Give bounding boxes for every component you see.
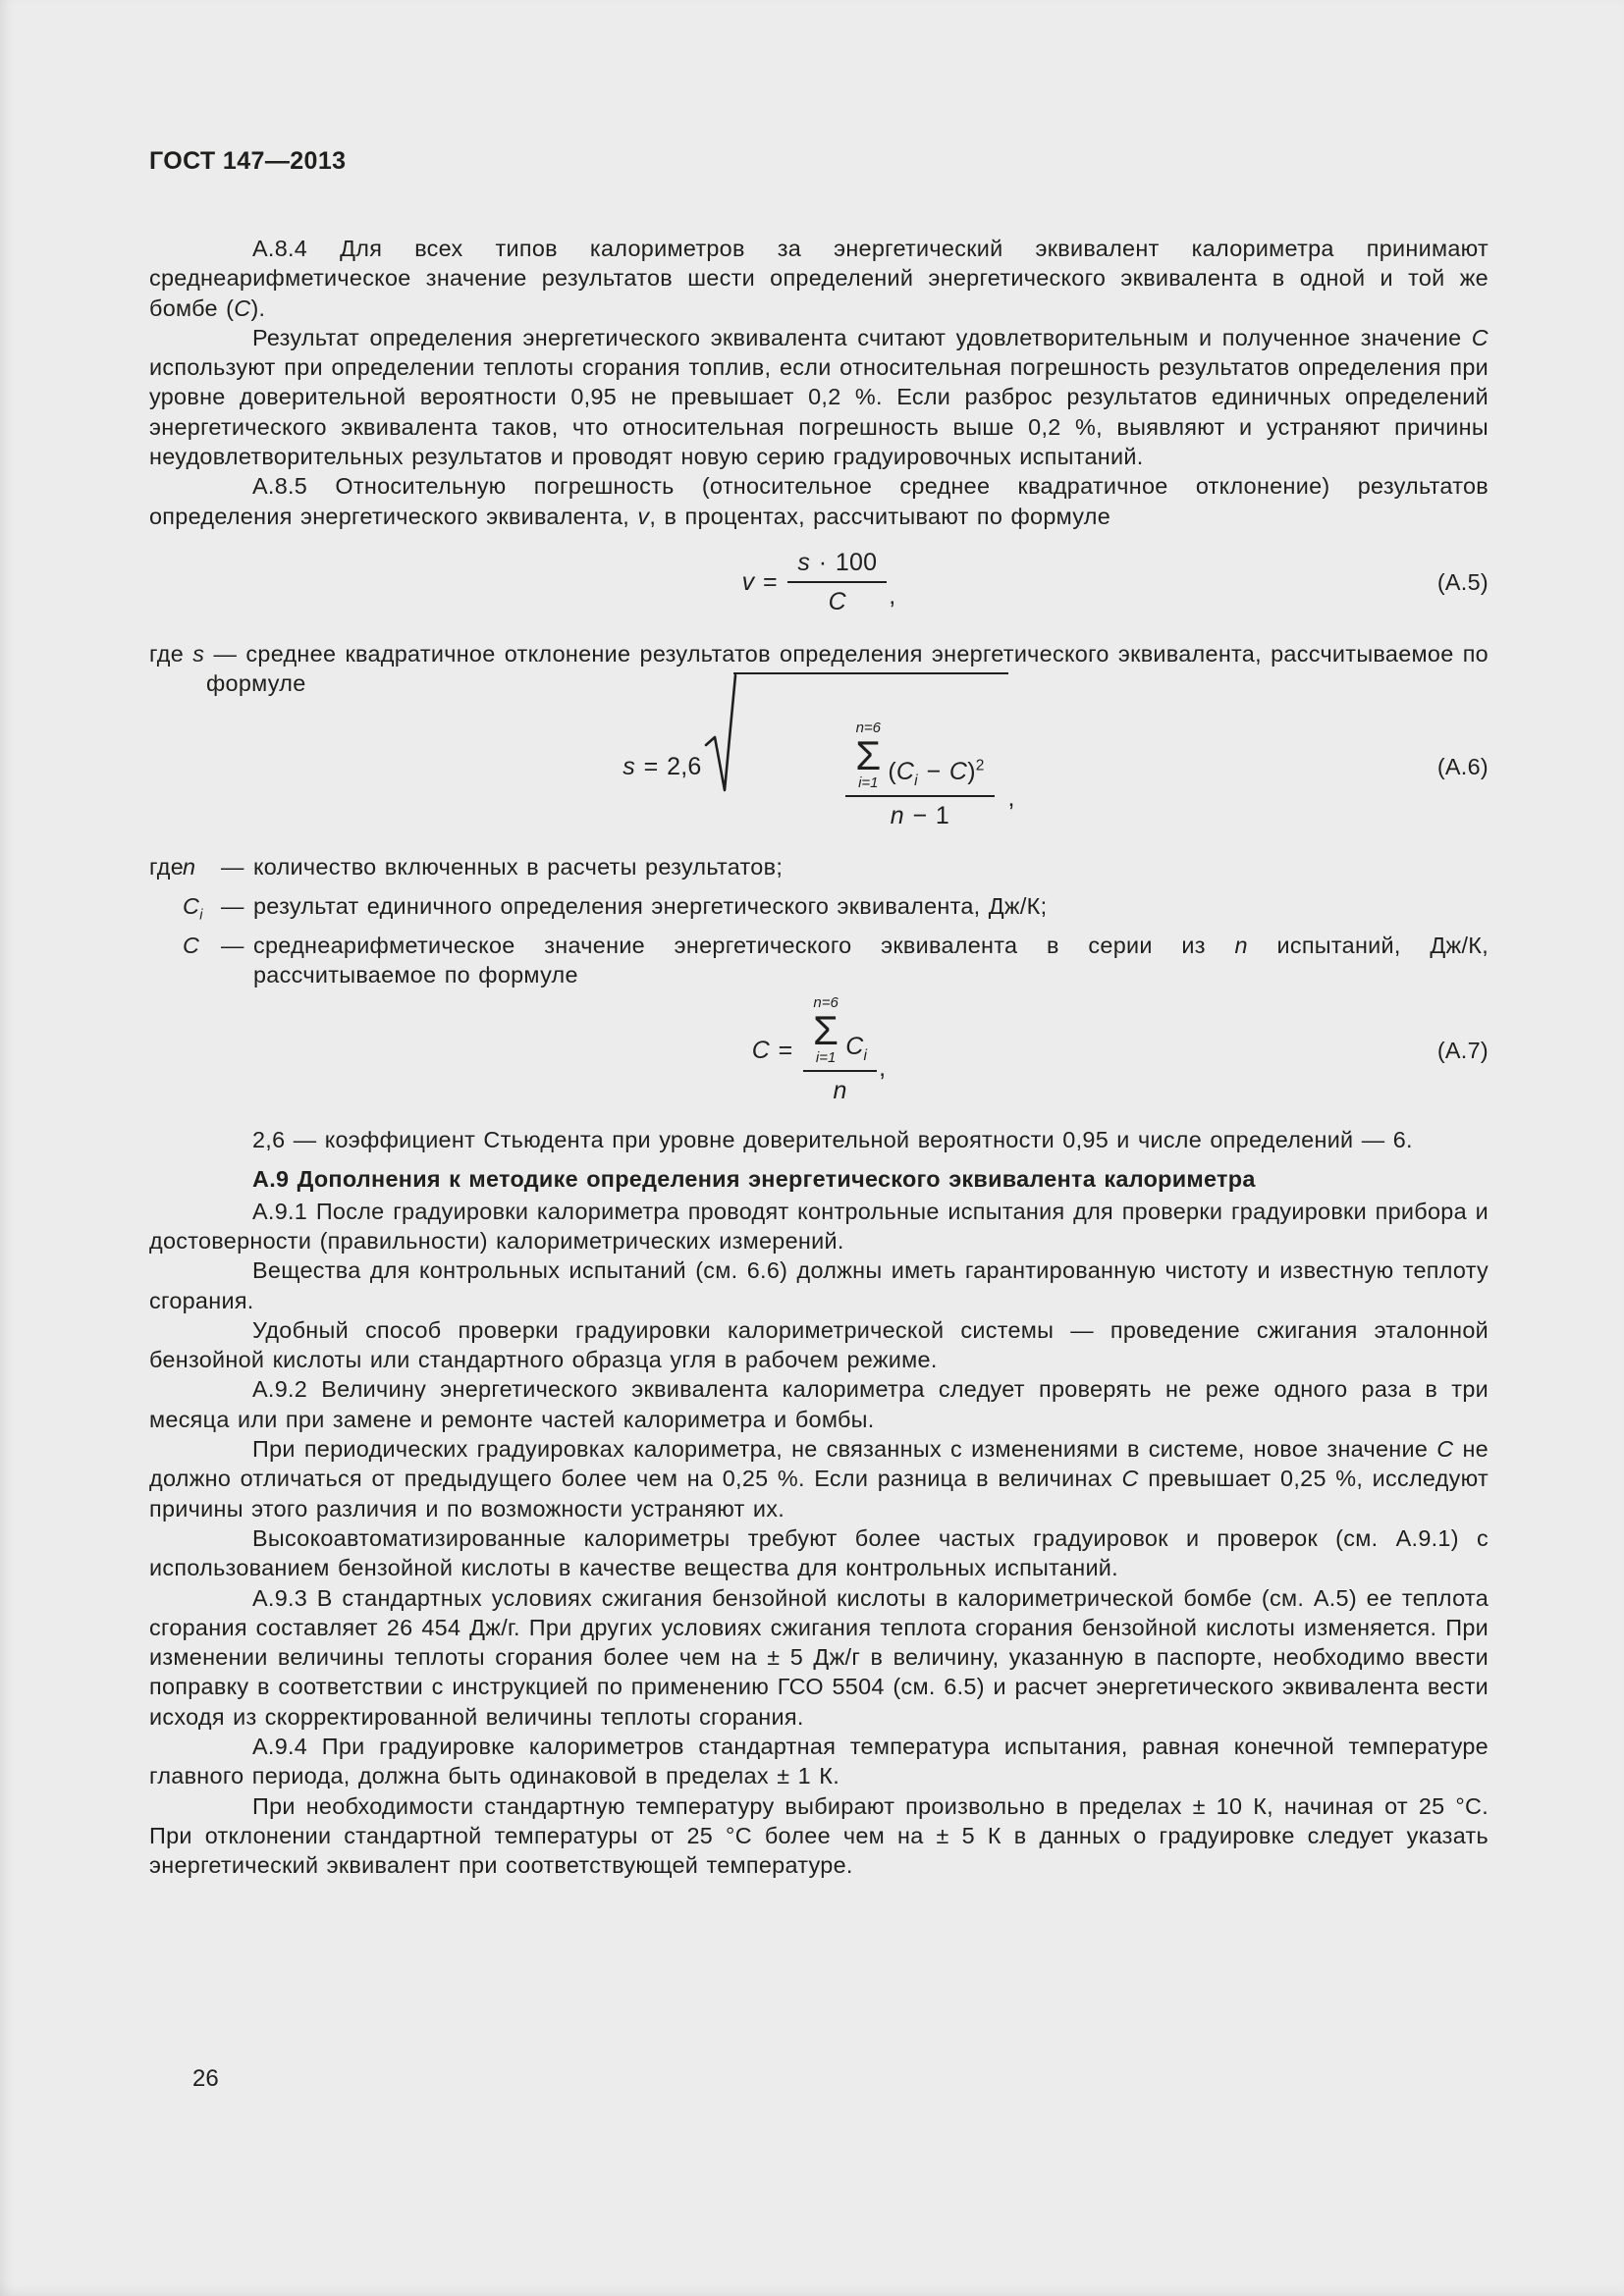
formula-a5 bbox=[149, 535, 1489, 629]
summation bbox=[813, 995, 839, 1065]
text-run: не должно отличаться от предыдущего более чем на 0,25 %. Если разница в величинах bbox=[149, 1436, 1489, 1492]
var-c: С bbox=[1121, 1466, 1139, 1492]
var-c: С bbox=[234, 294, 251, 321]
paragraph-method: Удобный способ проверки градуировки калориметрической системы — проведение сжигания эталонной бензойной кислоты или стандартного образца угля в рабочем режиме. bbox=[149, 1316, 1489, 1373]
numerator bbox=[803, 995, 877, 1069]
comma: , bbox=[879, 1054, 887, 1083]
radical-sign bbox=[704, 672, 737, 796]
sum-upper-limit: n=6 bbox=[855, 720, 882, 737]
var-c: C bbox=[895, 758, 915, 786]
paragraph-substances: Вещества для контрольных испытаний (см. 6.6) должны иметь гарантированную чистоту и известную теплоту сгорания. bbox=[149, 1257, 1489, 1313]
equation-label: (А.7) bbox=[1436, 1037, 1489, 1063]
term-symbol bbox=[183, 891, 221, 931]
fraction bbox=[787, 548, 887, 616]
radicand bbox=[733, 672, 1007, 859]
dash: — bbox=[221, 853, 244, 880]
denominator bbox=[845, 795, 994, 830]
term-definition bbox=[253, 931, 1489, 990]
var-s: s bbox=[797, 548, 811, 576]
term-definition bbox=[253, 891, 1489, 931]
denominator bbox=[787, 581, 887, 616]
numerator bbox=[845, 721, 994, 794]
equation-lhs bbox=[742, 567, 786, 597]
document-body bbox=[149, 234, 1489, 1881]
text-run: А.8.4 Для всех типов калориметров за энергетический эквивалент калориметра принимают среднеарифметическое значение результатов шести определений энергетического эквивалента в одной и той же бомбе ( bbox=[149, 236, 1489, 321]
subscript-i: i bbox=[199, 907, 203, 924]
close-paren: ) bbox=[967, 758, 976, 786]
var-c: C bbox=[948, 758, 968, 786]
var-n: n bbox=[183, 853, 196, 880]
var-n: n bbox=[833, 1076, 847, 1104]
where-word bbox=[149, 891, 183, 931]
text-run: · 100 bbox=[810, 548, 878, 576]
equals-sign: = bbox=[754, 567, 786, 596]
var-c: C bbox=[845, 1033, 864, 1061]
var-n: n bbox=[1234, 932, 1248, 958]
term-symbol bbox=[183, 852, 221, 891]
sigma-symbol: Σ bbox=[813, 1007, 839, 1054]
text-run: При периодических градуировках калориметра, не связанных с изменениями в системе, новое значение bbox=[252, 1436, 1437, 1463]
paragraph-a94: А.9.4 При градуировке калориметров стандартная температура испытания, равная конечной температуре главного периода, должна быть одинаковой в пределах ± 1 К. bbox=[149, 1734, 1489, 1789]
section-heading-a9: А.9 Дополнения к методике определения энергетического эквивалента калориметра bbox=[252, 1166, 1256, 1193]
term-symbol bbox=[183, 931, 221, 990]
paragraph-auto: Высокоавтоматизированные калориметры требуют более частых градуировок и проверок (см. А.9.1) с использованием бензойной кислоты в качестве вещества для контрольных испытаний. bbox=[149, 1524, 1489, 1581]
var-n: n bbox=[890, 801, 904, 829]
var-s: s bbox=[623, 752, 635, 780]
text-run: превышает 0,25 %, исследуют причины этого различия и по возможности устраняют их. bbox=[149, 1466, 1489, 1522]
sum-lower-limit: i=1 bbox=[858, 774, 879, 792]
paragraph-a93: А.9.3 В стандартных условиях сжигания бензойной кислоты в калориметрической бомбе (см. А.5) ее теплота сгорания составляет 26 454 Дж/г. При других условиях сжигания теплота сгорания бензойной кислоты изменяется. При изменении величины теплоты сгорания более чем на ± 5 Дж/г в величину, указанную в паспорте, необходимо ввести поправку в соответствии с инструкцией по применению ГСО 5504 (см. 6.5) и расчет энергетического эквивалента вести исходя из скорректированной величины теплоты сгорания. bbox=[149, 1584, 1489, 1730]
var-s: s bbox=[192, 640, 205, 667]
sum-lower-limit: i=1 bbox=[815, 1049, 837, 1067]
text-run: результат единичного определения энергетического эквивалента, Дж/К; bbox=[253, 892, 1048, 919]
equation-label: (А.5) bbox=[1436, 568, 1489, 595]
open-paren: ( bbox=[888, 758, 896, 786]
equation-lhs bbox=[752, 1036, 801, 1065]
exponent: 2 bbox=[975, 757, 985, 774]
denominator bbox=[803, 1070, 877, 1105]
paragraph-periodic bbox=[149, 1434, 1489, 1523]
dash: — bbox=[221, 892, 244, 919]
comma: , bbox=[1007, 783, 1015, 812]
text-run: , в процентах, рассчитывают по формуле bbox=[649, 503, 1111, 529]
paragraph-result bbox=[149, 323, 1489, 471]
var-c: С bbox=[1436, 1436, 1454, 1463]
equals-sign: = 2,6 bbox=[635, 752, 702, 780]
formula-a7 bbox=[149, 991, 1489, 1109]
square-root bbox=[704, 672, 1007, 859]
paragraph-temp: При необходимости стандартную температуру выбирают произвольно в пределах ± 10 К, начиная от 25 °С. При отклонении стандартной температуры от 25 °С более чем на ± 5 К в данных о градуировке следует указать энергетический эквивалент при соответствующей температуре. bbox=[149, 1792, 1489, 1879]
var-c: C bbox=[828, 587, 846, 615]
var-c: С bbox=[183, 892, 200, 919]
paragraph-a84 bbox=[149, 234, 1489, 323]
equation-a6 bbox=[623, 672, 1014, 859]
expression bbox=[845, 1032, 867, 1066]
var-c: С bbox=[183, 932, 200, 958]
var-c: С bbox=[1471, 324, 1489, 350]
text-run: где bbox=[149, 640, 193, 667]
text-run: используют при определении теплоты сгорания топлив, если относительная погрешность результатов определения при уровне доверительной вероятности 0,95 не превышает 0,2 %. Если разброс результатов единичных определений энергетического эквивалента таков, что относительная погрешность выше 0,2 %, выявляют и устраняют причины неудовлетворительных результатов и проводят новую серию градуировочных испытаний. bbox=[149, 354, 1489, 470]
text-run: ). bbox=[250, 294, 266, 321]
text-run: среднеарифметическое значение энергетического эквивалента в серии из bbox=[253, 932, 1235, 958]
definition-row bbox=[149, 891, 1489, 931]
where-word bbox=[149, 931, 183, 990]
text-run: испытаний, Дж/К, рассчитываемое по формуле bbox=[253, 932, 1489, 988]
expression bbox=[797, 548, 877, 577]
expression bbox=[888, 757, 984, 791]
page-number: 26 bbox=[192, 2065, 219, 2092]
where-word: где bbox=[149, 853, 185, 880]
text-run: — среднее квадратичное отклонение результатов определения энергетического эквивалента, рассчитываемое по формуле bbox=[204, 640, 1489, 697]
comma: , bbox=[889, 581, 896, 610]
text-run: − 1 bbox=[903, 801, 950, 829]
text-run: количество включенных в расчеты результатов; bbox=[253, 853, 784, 880]
subscript-i: i bbox=[863, 1047, 868, 1065]
dash: — bbox=[221, 932, 244, 958]
equation-a5 bbox=[742, 548, 896, 616]
sum-upper-limit: n=6 bbox=[813, 994, 839, 1012]
summation bbox=[855, 721, 881, 790]
equals-sign: = bbox=[769, 1037, 802, 1065]
equation-label: (А.6) bbox=[1436, 753, 1489, 779]
subscript-i: i bbox=[914, 773, 918, 790]
minus-sign: − bbox=[917, 758, 949, 786]
document-code: ГОСТ 147—2013 bbox=[149, 147, 347, 175]
numerator bbox=[787, 548, 887, 581]
fraction bbox=[803, 995, 877, 1104]
text-run: Результат определения энергетического эквивалента считают удовлетворительным и полученное значение bbox=[252, 324, 1472, 350]
paragraph-a85 bbox=[149, 471, 1489, 531]
definition-row bbox=[149, 931, 1489, 990]
equation-a7 bbox=[752, 995, 887, 1104]
formula-a6 bbox=[149, 701, 1489, 832]
var-v: v bbox=[637, 503, 650, 529]
var-v: v bbox=[741, 567, 755, 596]
fraction bbox=[845, 721, 994, 829]
paragraph-a91: А.9.1 После градуировки калориметра проводят контрольные испытания для проверки градуировки прибора и достоверности (правильности) калориметрических измерений. bbox=[149, 1198, 1489, 1254]
var-c: C bbox=[751, 1037, 770, 1065]
equation-lhs bbox=[623, 752, 701, 781]
sigma-symbol: Σ bbox=[855, 732, 882, 779]
paragraph-a92: А.9.2 Величину энергетического эквивалента калориметра следует проверять не реже одного раза в три месяца или при замене и ремонте частей калориметра и бомбы. bbox=[149, 1376, 1489, 1432]
text-run: А.8.5 Относительную погрешность (относительное среднее квадратичное отклонение) результатов определения энергетического эквивалента, bbox=[149, 473, 1489, 529]
paragraph-student-coefficient: 2,6 — коэффициент Стьюдента при уровне доверительной вероятности 0,95 и числе определений — 6. bbox=[252, 1127, 1413, 1153]
